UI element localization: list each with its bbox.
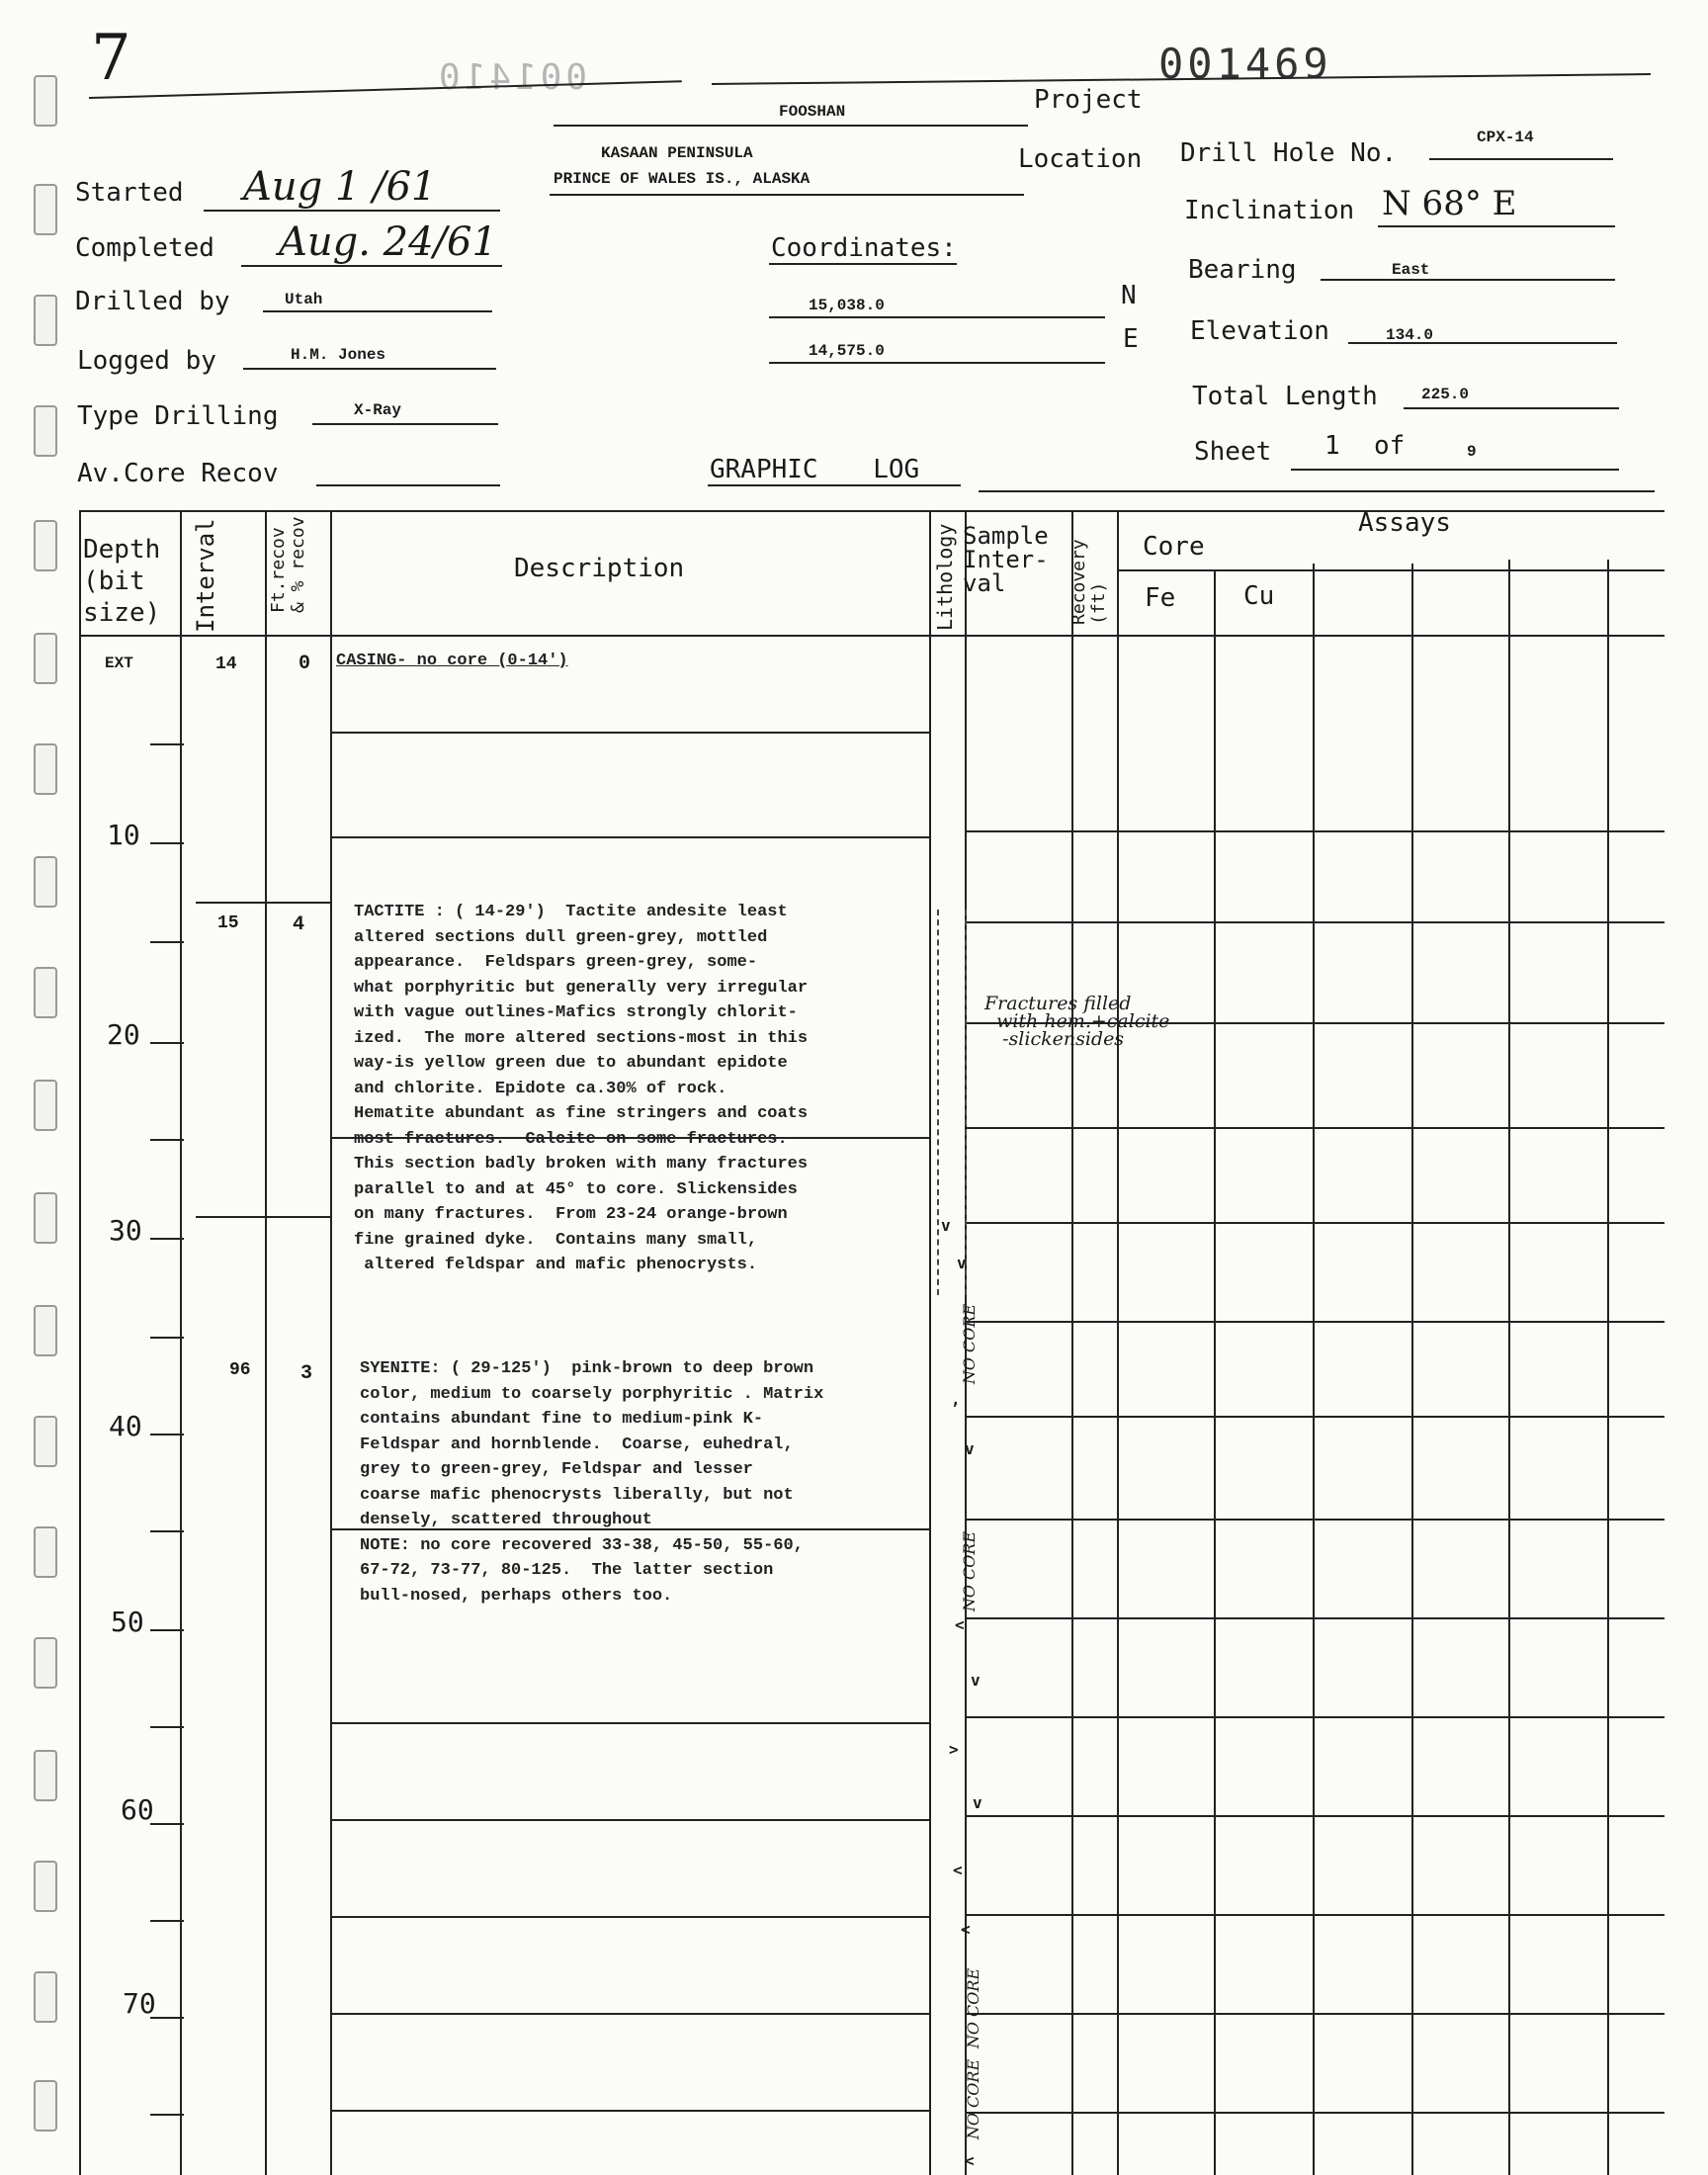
depth-tick [150,1042,184,1044]
header-rule [89,80,682,99]
interval-value: 15 [217,914,239,933]
depth-tick [150,2114,184,2116]
col-border [1607,560,1609,2175]
depth-tick [150,1434,184,1436]
col-header-recovery: Recovery (ft) [1068,539,1109,625]
depth-label: 30 [109,1214,142,1247]
col-header-cu: Cu [1243,581,1275,611]
total-length-label: Total Length [1192,382,1378,411]
project-value: FOOSHAN [779,103,846,121]
row-line [965,1321,1665,1323]
lithology-mark: v [973,1793,982,1812]
col-header-description: Description [514,554,685,583]
row-line [965,1127,1665,1129]
col-header-interval: Interval [192,518,219,633]
lithology-mark: v [957,1254,967,1272]
row-line [330,732,929,734]
coord-e-underline [769,362,1105,364]
coord-e-value: 14,575.0 [809,342,885,360]
col-border [1071,510,1073,2175]
type-drilling-label: Type Drilling [77,401,279,431]
lithology-mark: v [965,1439,975,1458]
row-line [330,836,929,838]
drill-hole-underline [1429,158,1613,160]
location-label: Location [1018,144,1143,174]
depth-tick [150,1337,184,1339]
drill-hole-value: CPX-14 [1477,129,1534,146]
col-border [79,510,81,2175]
depth-tick [150,1238,184,1240]
col-border [265,510,267,2175]
started-value: Aug 1 /61 [243,164,437,210]
no-core-label: NO CORE [960,1530,980,1612]
depth-tick [150,842,184,844]
lithology-mark: > [949,1740,959,1759]
assays-subheader-border [1117,569,1665,571]
depth-label: 20 [107,1018,140,1051]
depth-tick [150,2017,184,2019]
coord-n-underline [769,316,1105,318]
col-border [1117,510,1119,2175]
lithology-hatch [937,910,967,1295]
inclination-label: Inclination [1184,196,1355,225]
lithology-mark: < [961,1920,971,1939]
binder-hole [34,1971,57,2023]
coord-n-value: 15,038.0 [809,297,885,314]
drilled-by-label: Drilled by [75,287,230,316]
binder-hole [34,633,57,684]
project-underline [554,125,1028,127]
row-line [965,2112,1665,2114]
recov-value: 4 [293,914,305,936]
coordinates-label: Coordinates: [771,233,957,263]
coord-n-label: N [1121,281,1137,310]
binder-hole [34,1750,57,1801]
row-line [330,2110,929,2112]
lithology-mark: < [953,1861,963,1879]
binder-hole [34,1192,57,1244]
binder-hole [34,405,57,457]
total-length-underline [1404,407,1619,409]
col-border [1313,564,1315,2175]
graphic-log-title: GRAPHIC LOG [710,455,920,484]
elevation-value: 134.0 [1386,326,1434,344]
description-casing: CASING- no core (0-14') [336,652,568,670]
col-border [1411,564,1413,2175]
depth-label: 70 [123,1987,156,2020]
coordinates-underline [769,263,957,265]
av-core-recov-label: Av.Core Recov [77,459,279,488]
binder-hole [34,1305,57,1356]
binder-hole [34,1416,57,1467]
started-label: Started [75,178,184,208]
interval-value: 96 [229,1360,251,1380]
col-header-lithology: Lithology [933,523,957,631]
interval-divider [196,1216,330,1218]
completed-label: Completed [75,233,214,263]
col-border [1214,569,1216,2175]
drilled-by-underline [263,310,492,312]
row-line [965,1716,1665,1718]
location-underline [550,194,1024,196]
lithology-mark: v [941,1216,951,1235]
depth-tick [150,1920,184,1922]
file-number: 001469 [1158,40,1332,88]
row-line [965,2013,1665,2015]
depth-tick [150,1530,184,1532]
col-border [330,510,332,2175]
binder-hole [34,1526,57,1578]
location-line2: PRINCE OF WALES IS., ALASKA [554,170,811,188]
col-border [929,510,931,2175]
depth-label: 50 [111,1606,144,1638]
started-underline [204,210,500,212]
type-drilling-value: X-Ray [354,401,402,419]
depth-label: 40 [109,1410,142,1442]
logged-by-label: Logged by [77,346,216,376]
sheet-label: Sheet [1194,437,1272,467]
file-number-faint: 001410 [435,57,588,98]
bearing-underline [1321,279,1615,281]
depth-tick [150,1139,184,1141]
no-core-label: NO CORE [960,1303,980,1385]
row-line [330,1722,929,1724]
bit-size: EXT [105,654,133,672]
binder-hole [34,1861,57,1912]
table-header-bottom [79,635,1665,637]
interval-value: 14 [215,654,237,674]
depth-label: 60 [121,1793,154,1826]
no-core-label: NO CORE [964,2058,983,2140]
type-drilling-underline [312,423,498,425]
elevation-label: Elevation [1190,316,1329,346]
binder-hole [34,1637,57,1689]
binder-hole [34,295,57,346]
drill-hole-label: Drill Hole No. [1180,138,1398,168]
completed-value: Aug. 24/61 [279,219,497,265]
location-line1: KASAAN PENINSULA [601,144,753,162]
row-line [965,1617,1665,1619]
sheet-of-label: of [1374,431,1406,461]
bearing-label: Bearing [1188,255,1297,285]
row-line [330,1819,929,1821]
row-line [965,1914,1665,1916]
col-header-recov: Ft.recov & % recov [268,516,308,613]
elevation-underline [1348,342,1617,344]
sheet-underline [1291,469,1619,471]
bearing-value: East [1392,261,1430,279]
col-border [180,510,182,2175]
completed-underline [241,265,502,267]
total-length-value: 225.0 [1421,386,1470,403]
row-line [965,921,1665,923]
inclination-value: N 68° E [1382,184,1517,223]
col-border [1508,560,1510,2175]
graphic-log-underline [708,484,961,486]
av-core-underline [316,484,500,486]
row-line [965,1222,1665,1224]
row-line [330,2013,929,2015]
depth-tick [150,1629,184,1631]
lithology-mark: , [951,1390,961,1409]
recov-value: 0 [299,652,311,675]
row-line [965,1416,1665,1418]
depth-tick [150,743,184,745]
binder-hole [34,2080,57,2132]
binder-hole [34,75,57,127]
coord-e-label: E [1123,324,1139,354]
lithology-mark: < [965,2151,975,2170]
corner-mark: 7 [91,22,131,95]
header-divider [979,490,1655,492]
col-header-sample-interval: Sample Inter- val [963,522,1049,597]
lithology-mark: v [971,1671,981,1690]
interval-divider [196,902,330,904]
sheet-total: 9 [1467,443,1477,461]
col-header-assays: Assays [1358,508,1451,538]
project-label: Project [1034,85,1143,115]
no-core-label: NO CORE [964,1967,983,2049]
drilled-by-value: Utah [285,291,323,308]
sheet-number: 1 [1324,431,1340,461]
depth-tick [150,1823,184,1825]
col-header-depth: Depth (bit size) [83,535,161,628]
logged-by-value: H.M. Jones [291,346,386,364]
row-line [965,1519,1665,1521]
depth-tick [150,941,184,943]
binder-hole [34,520,57,571]
recov-value: 3 [300,1362,313,1385]
col-header-fe: Fe [1145,583,1176,613]
row-line [965,1815,1665,1817]
binder-hole [34,1080,57,1131]
logged-by-underline [243,368,496,370]
binder-hole [34,856,57,908]
col-header-core: Core [1143,532,1205,562]
description-syenite: SYENITE: ( 29-125') pink-brown to deep brown color, medium to coarsely porphyritic . Matrix contains abundant fine to medium-pink K- Feldspar and hornblende. Coarse, euhedral, grey to green-grey, Feldspar and lesser coarse mafic phenocrysts liberally, but not densely, scattered throughout NOTE: no core recovered 33-38, 45-50, 55-60, 67-72, 73-77, 80-125. The latter section bull-nosed, perhaps others too. [360,1359,824,1606]
binder-hole [34,743,57,795]
description-tactite: TACTITE : ( 14-29') Tactite andesite least altered sections dull green-grey, mottled appearance. Feldspars green-grey, some- what porphyritic but generally very irregular with vague outlines-Mafics strongly chlorit- ized. The more altered sections-most in this way-is yellow green due to abundant epidote and chlorite. Epidote ca.30% of rock. Hematite abundant as fine stringers and coats most fractures. Calcite on some fractures. This section badly broken with many fractures parallel to and at 45° to core. Slickensides on many fractures. From 23-24 orange-brown fine grained dyke. Contains many small, altered feldspar and mafic phenocrysts. [354,903,809,1274]
binder-hole [34,967,57,1018]
sample-note: Fractures filled with hem.+calcite -slickensides [984,993,1170,1050]
row-line [965,830,1665,832]
inclination-underline [1378,225,1615,227]
depth-tick [150,1726,184,1728]
lithology-mark: < [955,1615,965,1634]
binder-hole [34,184,57,235]
row-line [330,1916,929,1918]
depth-label: 10 [107,819,140,851]
